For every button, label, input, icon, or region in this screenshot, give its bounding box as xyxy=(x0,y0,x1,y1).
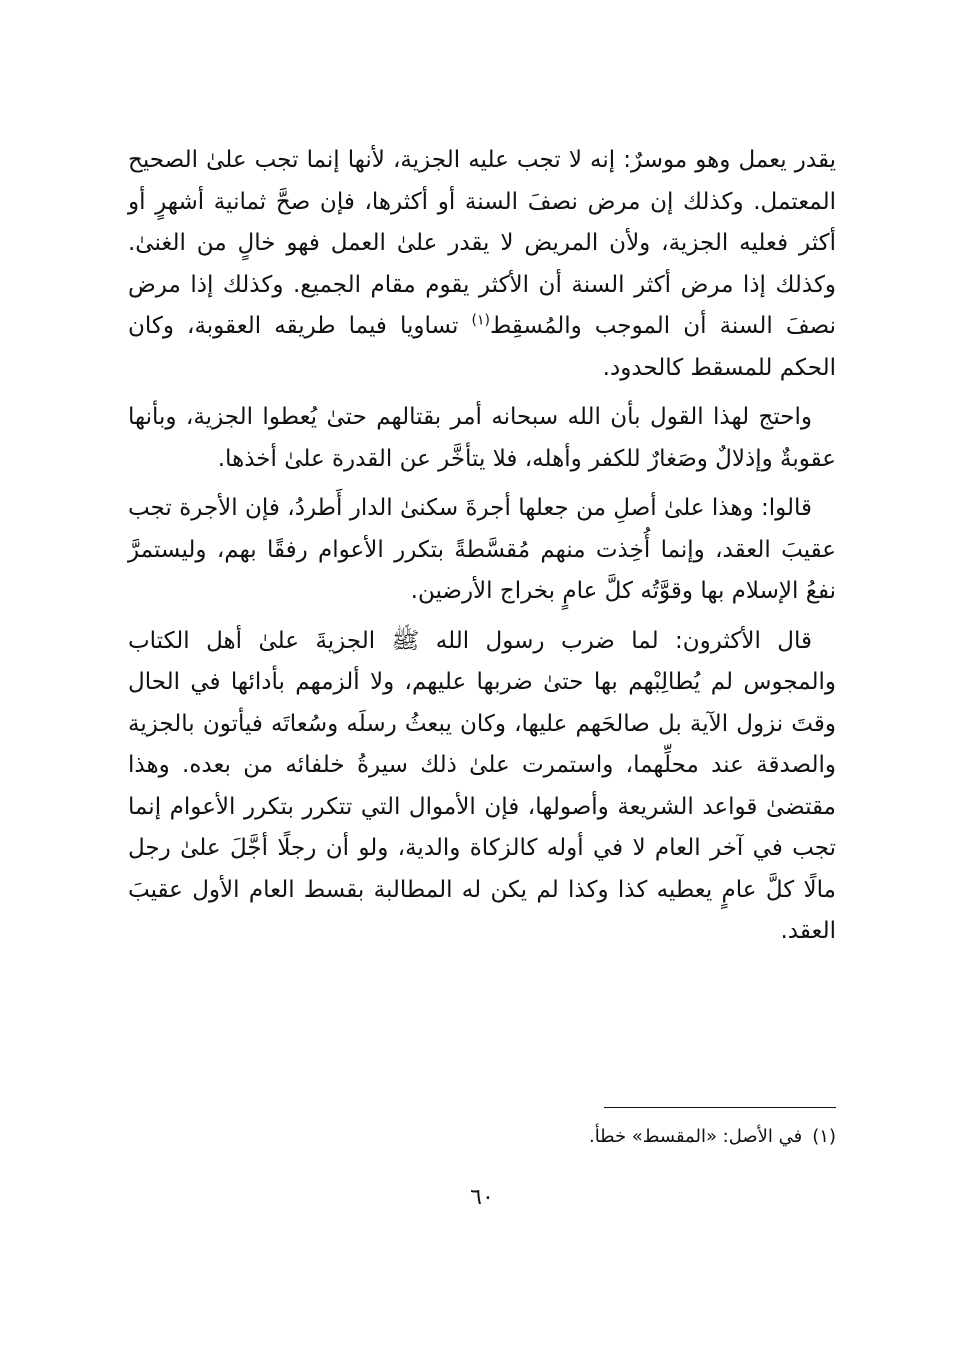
footnote-number: (١) xyxy=(812,1126,836,1147)
footnote-text: في الأصل: «المقسط» خطأ. xyxy=(588,1126,803,1147)
paragraph-4: قال الأكثرون: لما ضرب رسول الله ﷺ الجزيةَ علىٰ أهل الكتاب والمجوس لم يُطالِبْهم بها حتىٰ ضربها عليهم، ولا ألزمهم بأدائها في الحال وقتَ نزول الآية بل صالحَهم عليها، وكان يبعثُ رسلَه وسُعاتَه فيأتون بالجزية والصدقة عند محلِّهما، واستمرت علىٰ ذلك سيرةُ خلفائه من بعده. وهذا مقتضىٰ قواعد الشريعة وأصولها، فإن الأموال التي تتكرر بتكرر الأعوام إنما تجب في آخر العام لا في أوله كالزكاة والدية، ولو أن رجلًا أجَّلَ علىٰ رجل مالًا كلَّ عامٍ يعطيه كذا وكذا لم يكن له المطالبة بقسط العام الأول عقيبَ العقد. xyxy=(128,627,836,944)
paragraph-1-text: يقدر يعمل وهو موسرٌ: إنه لا تجب عليه الجزية، لأنها إنما تجب علىٰ الصحيح المعتمل. وكذلك إن مرض نصفَ السنة أو أكثرها، فإن صحَّ ثمانية أشهرٍ أو أكثر فعليه الجزية، ولأن المريض لا يقدر علىٰ العمل فهو خالٍ من الغنىٰ. وكذلك إذا مرض أكثر السنة أن الأكثر يقوم مقام الجميع. وكذلك إذا مرض نصفَ السنة أن الموجب والمُسقِط xyxy=(128,147,836,339)
footnote-divider xyxy=(604,1107,836,1108)
footnote-reference: (١) xyxy=(471,312,490,329)
paragraph-3: قالوا: وهذا علىٰ أصلِ من جعلها أجرةَ سكنىٰ الدار أَطردُ، فإن الأجرة تجب عقيبَ العقد، وإنما أُخِذت منهم مُقسَّطةً بتكرر الأعوام رفقًا بهم، وليستمرَّ نفعُ الإسلام بها وقوَّتُه كلَّ عامٍ بخراج الأرضين. xyxy=(128,495,836,604)
page-number: ٦٠ xyxy=(470,1185,494,1210)
main-text xyxy=(128,140,836,953)
paragraph-1-text-end: تساويا فيما طريقه العقوبة، وكان الحكم للمسقط كالحدود. xyxy=(128,313,836,381)
paragraph-2: واحتج لهذا القول بأن الله سبحانه أمر بقتالهم حتىٰ يُعطوا الجزية، وبأنها عقوبةٌ وإذلالٌ وصَغارٌ للكفر وأهله، فلا يتأخَّر عن القدرة علىٰ أخذها. xyxy=(128,404,836,472)
footnote xyxy=(128,1122,836,1152)
paragraph-1 xyxy=(128,140,836,389)
